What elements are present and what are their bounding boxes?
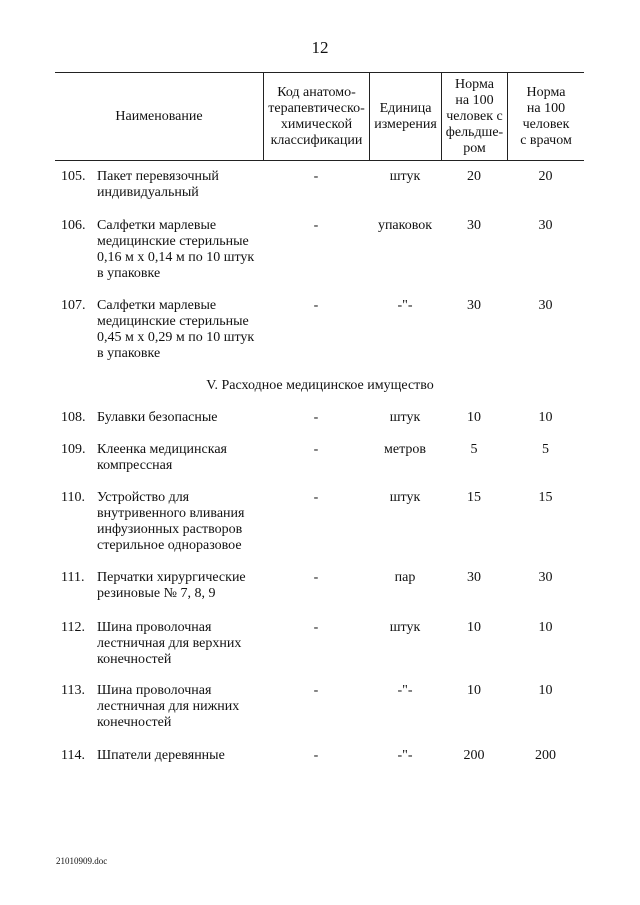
row-unit: метров [384,442,426,457]
row-name: Шина проволочная лестничная для верхних конечностей [97,620,242,667]
footer-filename: 21010909.doc [56,856,108,866]
row-code: - [313,683,319,698]
row-number: 112. [61,620,85,635]
row-norm-doctor: 10 [538,620,553,635]
header-unit: Единица измерения [369,73,441,160]
row-code: - [313,442,319,457]
row-name: Перчатки хирургические резиновые № 7, 8, 9 [97,570,246,601]
row-name: Устройство для внутривенного вливания инфузионных растворов стерильное одноразовое [97,490,245,553]
header-name: Наименование [115,108,203,124]
row-number: 107. [61,298,86,313]
row-norm-feldsher: 10 [467,620,481,635]
row-norm-feldsher: 10 [467,683,481,698]
row-code: - [313,410,319,425]
row-norm-doctor: 5 [542,442,549,457]
row-number: 111. [61,570,85,585]
row-unit: -"- [397,683,413,698]
section-title: V. Расходное медицинское имущество [206,378,434,393]
row-norm-feldsher: 15 [467,490,481,505]
row-code: - [313,748,319,763]
row-unit: штук [389,169,421,184]
row-code: - [313,570,319,585]
row-norm-doctor: 20 [538,169,553,184]
row-code: - [313,169,319,184]
row-norm-doctor: 200 [535,748,556,763]
row-code: - [313,218,319,233]
row-norm-feldsher: 30 [467,218,481,233]
header-norm-doctor: Норма на 100 человек с врачом [507,73,584,160]
row-number: 108. [61,410,86,425]
row-name: Салфетки марлевые медицинские стерильные 0,16 м х 0,14 м по 10 штук в упаковке [97,218,255,281]
row-name: Клеенка медицинская компрессная [97,442,227,473]
page-number: 12 [311,38,329,57]
row-code: - [313,298,319,313]
row-norm-doctor: 30 [538,298,553,313]
row-name: Салфетки марлевые медицинские стерильные 0,45 м х 0,29 м по 10 штук в упаковке [97,298,255,361]
row-norm-feldsher: 30 [467,570,481,585]
row-number: 114. [61,748,85,763]
row-name: Булавки безопасные [97,410,218,425]
row-number: 113. [61,683,85,698]
row-number: 110. [61,490,85,505]
row-unit: упаковок [377,218,433,233]
row-norm-feldsher: 10 [467,410,481,425]
row-norm-doctor: 10 [538,683,553,698]
row-norm-doctor: 10 [538,410,553,425]
row-number: 106. [61,218,86,233]
row-norm-feldsher: 200 [463,748,485,763]
row-unit: штук [389,490,421,505]
row-unit: -"- [397,298,413,313]
row-code: - [313,620,319,635]
row-unit: штук [389,410,421,425]
row-norm-doctor: 30 [538,570,553,585]
row-number: 105. [61,169,86,184]
row-code: - [313,490,319,505]
header-norm-feldsher: Норма на 100 человек с фельдше- ром [441,73,507,160]
row-norm-feldsher: 30 [467,298,481,313]
row-norm-feldsher: 20 [467,169,481,184]
row-norm-doctor: 30 [538,218,553,233]
row-name: Шпатели деревянные [97,748,225,763]
row-unit: пар [394,570,416,585]
row-number: 109. [61,442,86,457]
table-header [55,72,584,161]
row-name: Шина проволочная лестничная для нижних конечностей [97,683,240,730]
row-norm-doctor: 15 [538,490,553,505]
row-unit: -"- [397,748,413,763]
row-unit: штук [389,620,421,635]
row-name: Пакет перевязочный индивидуальный [97,169,219,200]
header-code: Код анатомо- терапевтическо- химической классификации [263,73,369,160]
row-norm-feldsher: 5 [470,442,478,457]
